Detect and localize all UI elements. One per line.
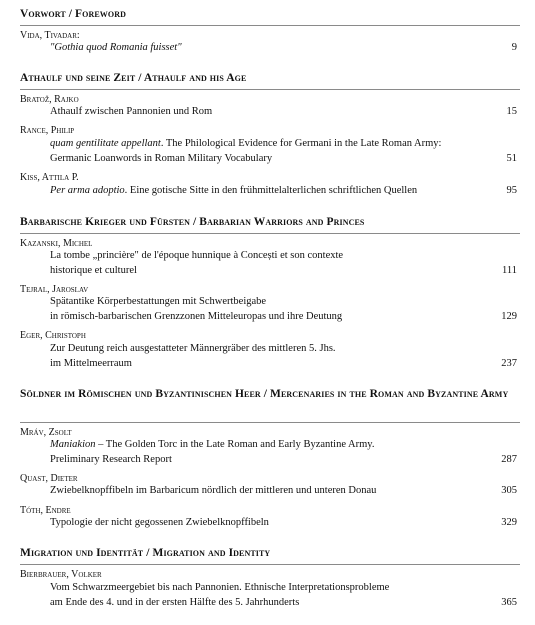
entry-title-part: im Mittelmeerraum xyxy=(50,358,132,369)
entry-title xyxy=(50,341,480,356)
entry-author: Kazanski, Michel xyxy=(20,238,93,249)
entry-title-continuation xyxy=(50,356,480,371)
entry-page-number: 305 xyxy=(501,485,517,496)
entry-title-part: am Ende des 4. und in der ersten Hälfte des 5. Jahrhunderts xyxy=(50,597,300,608)
entry-title-part: quam gentilitate appellant xyxy=(50,138,161,149)
entry-title xyxy=(50,437,480,452)
entry-author: Quast, Dieter xyxy=(20,473,78,484)
entry-page-number: 9 xyxy=(511,42,517,53)
entry-title-continuation xyxy=(50,151,480,166)
entry-author: Tejral, Jaroslav xyxy=(20,284,89,295)
entry-title xyxy=(50,248,480,263)
entry-title-part: Zur Deutung reich ausgestatteter Männergräber des mittleren 5. Jhs. xyxy=(50,343,336,354)
entry-author: Kiss, Attila P. xyxy=(20,172,79,183)
entry-title xyxy=(50,483,480,498)
entry-author: Eger, Christoph xyxy=(20,330,86,341)
entry-title xyxy=(50,294,480,309)
entry-page-number: 329 xyxy=(501,517,517,528)
entry-title-part: Zwiebelknopffibeln im Barbaricum nördlich der mittleren und unteren Donau xyxy=(50,485,377,496)
entry-page-number: 111 xyxy=(502,265,517,276)
section-divider xyxy=(20,89,520,90)
section-heading: Migration und Identität / Migration and Identity xyxy=(20,547,271,559)
entry-title xyxy=(50,580,480,595)
entry-title-continuation xyxy=(50,452,480,467)
entry-title-continuation xyxy=(50,309,480,324)
entry-title xyxy=(50,40,480,55)
section-divider xyxy=(20,25,520,26)
entry-page-number: 15 xyxy=(506,106,517,117)
entry-title-part: Preliminary Research Report xyxy=(50,454,172,465)
section-heading: Athaulf und seine Zeit / Athaulf and his Age xyxy=(20,72,247,84)
entry-title-part: . Eine gotische Sitte in den frühmittelalterlichen schriftlichen Quellen xyxy=(124,185,418,196)
entry-page-number: 237 xyxy=(501,358,517,369)
entry-title-part: . The Philological Evidence for Germani in the Late Roman Army: xyxy=(160,138,442,149)
entry-title-part: La tombe „princière" de l'époque hunnique à Concești et son contexte xyxy=(50,250,344,261)
entry-title-part: – The Golden Torc in the Late Roman and Early Byzantine Army. xyxy=(95,439,375,450)
entry-title xyxy=(50,515,480,530)
entry-title-part: historique et culturel xyxy=(50,265,137,276)
entry-title-part: Athaulf zwischen Pannonien und Rom xyxy=(50,106,213,117)
entry-title xyxy=(50,136,480,151)
entry-author: Rance, Philip xyxy=(20,125,75,136)
entry-page-number: 51 xyxy=(506,153,517,164)
entry-author: Tóth, Endre xyxy=(20,505,71,516)
entry-title-continuation xyxy=(50,595,480,610)
entry-title-part: Spätantike Körperbestattungen mit Schwertbeigabe xyxy=(50,296,267,307)
entry-author: Bierbrauer, Volker xyxy=(20,569,102,580)
entry-title xyxy=(50,104,480,119)
entry-author: Bratož, Rajko xyxy=(20,94,79,105)
entry-title-continuation xyxy=(50,263,480,278)
entry-page-number: 365 xyxy=(501,597,517,608)
entry-title-part: Per arma adoptio xyxy=(50,185,125,196)
entry-title-part: "Gothia quod Romania fuisset" xyxy=(50,42,182,53)
entry-title-part: Germanic Loanwords in Roman Military Vocabulary xyxy=(50,153,273,164)
entry-page-number: 129 xyxy=(501,311,517,322)
entry-page-number: 287 xyxy=(501,454,517,465)
section-heading: Söldner im Römischen und Byzantinischen Heer / Mercenaries in the Roman and Byzantine Army xyxy=(20,388,509,400)
entry-title-part: Typologie der nicht gegossenen Zwiebelknopffibeln xyxy=(50,517,269,528)
entry-title-part: Vom Schwarzmeergebiet bis nach Pannonien. Ethnische Interpretationsprobleme xyxy=(50,582,390,593)
entry-title-part: in römisch-barbarischen Grenzzonen Mitteleuropas und ihre Deutung xyxy=(50,311,343,322)
entry-title-part: Maniakion xyxy=(50,439,96,450)
section-divider xyxy=(20,422,520,423)
section-heading: Vorwort / Foreword xyxy=(20,8,126,20)
entry-title xyxy=(50,183,480,198)
entry-page-number: 95 xyxy=(506,185,517,196)
entry-author: Vida, Tivadar: xyxy=(20,30,80,41)
entry-author: Mráv, Zsolt xyxy=(20,427,72,438)
section-heading: Barbarische Krieger und Fürsten / Barbarian Warriors and Princes xyxy=(20,216,365,228)
section-divider xyxy=(20,564,520,565)
section-divider xyxy=(20,233,520,234)
